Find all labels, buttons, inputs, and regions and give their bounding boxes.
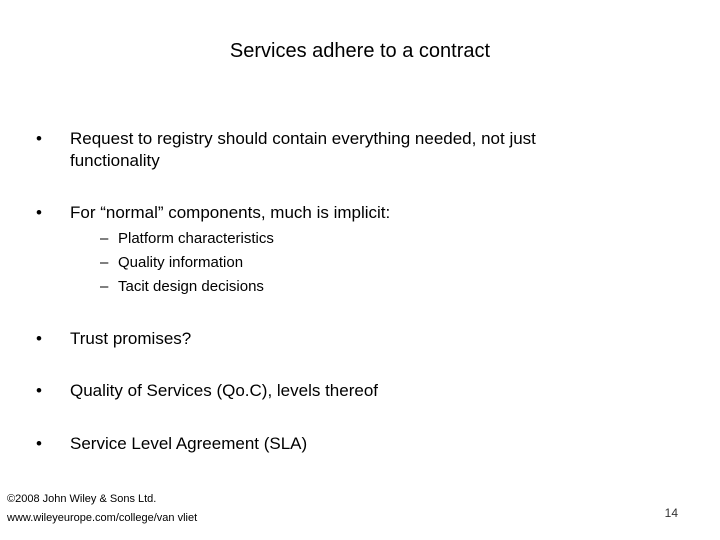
bullet-marker: • <box>36 434 42 453</box>
bullet-text: Request to registry should contain everything needed, not just functionality <box>70 129 536 170</box>
sub-bullet-text: Tacit design decisions <box>118 278 264 295</box>
bullet-marker: • <box>36 203 42 222</box>
bullet-text: Quality of Services (Qo.C), levels thereof <box>70 381 379 400</box>
bullet-marker: • <box>36 329 42 348</box>
bullet-marker: • <box>36 381 42 400</box>
sub-bullet-marker: – <box>100 254 109 271</box>
bullet-text: For “normal” components, much is implicit: <box>70 203 391 222</box>
sub-bullet-item <box>100 251 243 275</box>
sub-bullet-marker: – <box>100 230 109 247</box>
bullet-item <box>36 202 596 224</box>
slide-footer <box>7 490 197 528</box>
sub-bullet-text: Platform characteristics <box>118 230 274 247</box>
sub-bullet-item <box>100 275 264 299</box>
bullet-text: Trust promises? <box>70 329 192 348</box>
bullet-item <box>36 128 596 172</box>
sub-bullet-item <box>100 227 274 251</box>
bullet-item <box>36 433 596 455</box>
bullet-item <box>36 380 596 402</box>
sub-bullet-marker: – <box>100 278 109 295</box>
sub-bullet-text: Quality information <box>118 254 244 271</box>
slide-title: Services adhere to a contract <box>229 40 491 62</box>
bullet-item <box>36 328 596 350</box>
footer-url: www.wileyeurope.com/college/van vliet <box>7 512 198 524</box>
bullet-text: Service Level Agreement (SLA) <box>70 434 308 453</box>
bullet-marker: • <box>36 129 42 148</box>
copyright-text: ©2008 John Wiley & Sons Ltd. <box>7 493 157 505</box>
page-number: 14 <box>664 506 678 520</box>
